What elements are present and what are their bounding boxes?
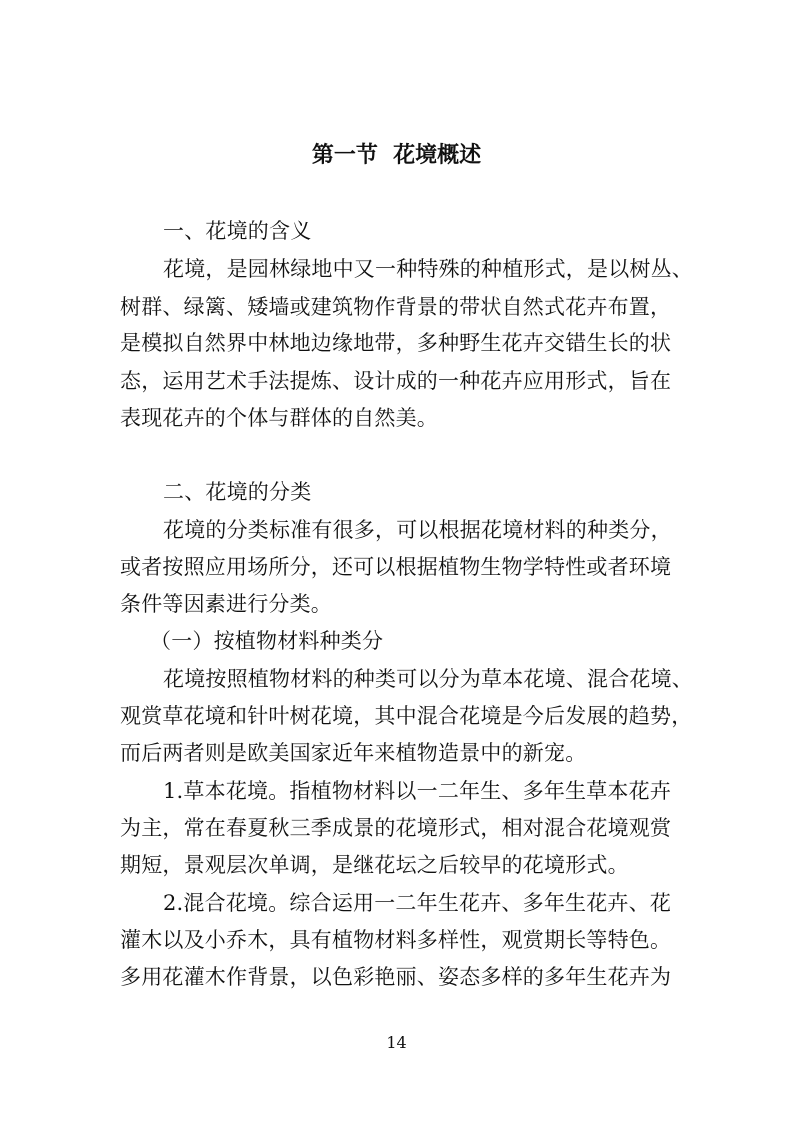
section1-line-2: 树群、绿篱、矮墙或建筑物作背景的带状自然式花卉布置， xyxy=(120,295,672,319)
item1-line-1: 1.草本花境。指植物材料以一二年生、多年生草本花卉 xyxy=(163,779,672,803)
section2-heading: 二、花境的分类 xyxy=(163,480,312,504)
section2-intro-line-2: 或者按照应用场所分，还可以根据植物生物学特性或者环境 xyxy=(120,555,672,579)
section2-intro-line-1: 花境的分类标准有很多，可以根据花境材料的种类分， xyxy=(163,518,672,542)
section2-intro-line-3: 条件等因素进行分类。 xyxy=(120,592,332,616)
item1-line-2: 为主，常在春夏秋三季成景的花境形式，相对混合花境观赏 xyxy=(120,816,672,840)
item1-line-3: 期短，景观层次单调，是继花坛之后较早的花境形式。 xyxy=(120,853,629,877)
item2-line-2: 灌木以及小乔木，具有植物材料多样性，观赏期长等特色。 xyxy=(120,928,672,952)
section2-subheading: （一）按植物材料种类分 xyxy=(150,629,384,653)
item2-line-1: 2.混合花境。综合运用一二年生花卉、多年生花卉、花 xyxy=(163,891,672,915)
page-number: 14 xyxy=(386,1033,407,1052)
section1-line-1: 花境，是园林绿地中又一种特殊的种植形式，是以树丛、 xyxy=(163,257,693,281)
section2-sub-line-1: 花境按照植物材料的种类可以分为草本花境、混合花境、 xyxy=(163,667,693,691)
item2-line-3: 多用花灌木作背景，以色彩艳丽、姿态多样的多年生花卉为 xyxy=(120,965,672,989)
section1-line-4: 态，运用艺术手法提炼、设计成的一种花卉应用形式，旨在 xyxy=(120,369,672,393)
section1-line-5: 表现花卉的个体与群体的自然美。 xyxy=(120,406,438,430)
section1-heading: 一、花境的含义 xyxy=(163,219,312,243)
section2-sub-line-2: 观赏草花境和针叶树花境，其中混合花境是今后发展的趋势， xyxy=(120,704,693,728)
section1-line-3: 是模拟自然界中林地边缘地带，多种野生花卉交错生长的状 xyxy=(120,331,672,355)
section2-sub-line-3: 而后两者则是欧美国家近年来植物造景中的新宠。 xyxy=(120,741,587,765)
section-title: 第一节 花境概述 xyxy=(311,142,482,168)
